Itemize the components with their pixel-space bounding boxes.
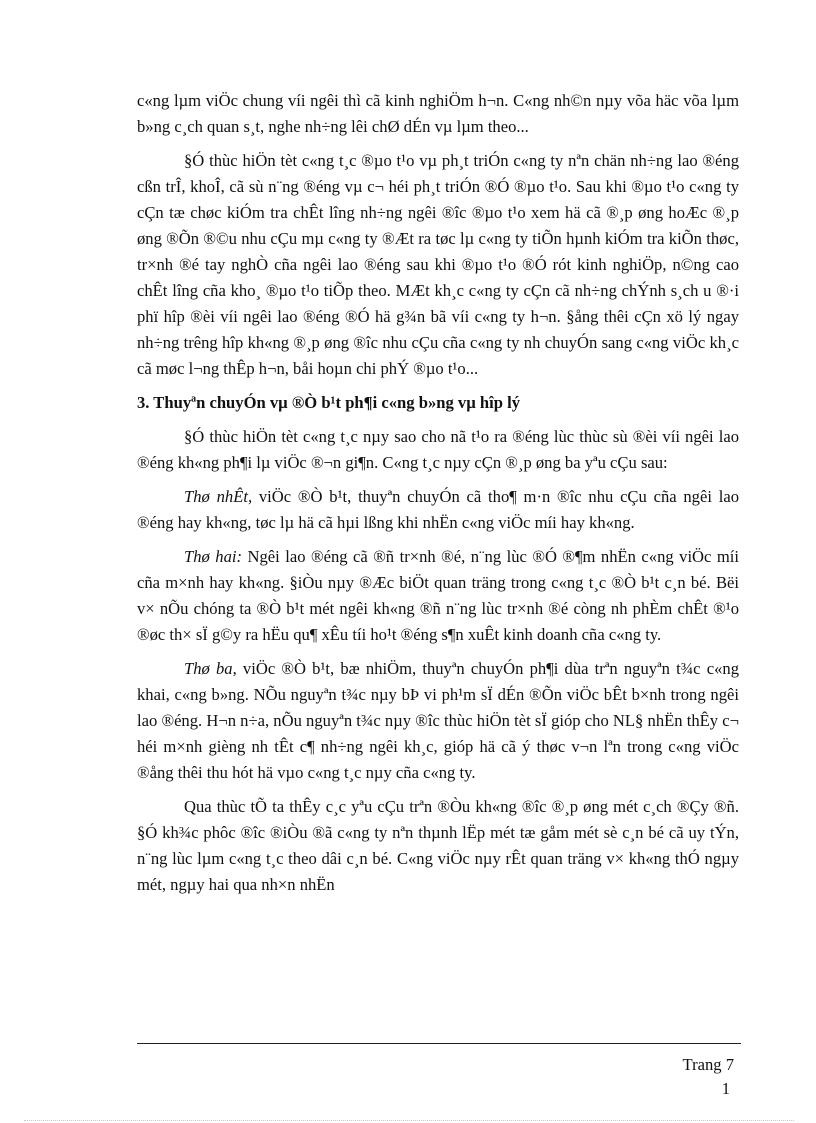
paragraph-training: §Ó thùc hiÖn tèt c«ng t¸c ®µo t¹o vµ ph¸t triÓn c«ng ty nªn chän nh÷ng lao ®éng cßn trÎ, khoÎ, cã sù n¨ng ®éng vµ c¬ héi ph¸t triÓn ®Ó ®µo t¹o. Sau khi ®µo t¹o c«ng ty cÇn tæ chøc kiÓm tra chÊt lîng nh÷ng ngêi ®îc ®µo t¹o xem hä cã ®¸p øng hoÆc ®¸p øng ®Õn ®©u nhu cÇu mµ c«ng ty ®Æt ra tøc lµ c«ng ty tiÕn hµnh kiÓm tra kiÕn thøc, tr×nh ®é tay nghÒ cña ngêi lao ®éng sau khi ®µo t¹o ®Ó rót kinh nghiÖp, n©ng cao chÊt lîng cña kho¸ ®µo t¹o tiÕp theo. MÆt kh¸c c«ng ty cÇn cã nh÷ng chÝnh s¸ch u ®·i phï hîp ®èi víi ngêi lao ®éng ®Ó hä g¾n bã víi c«ng ty h¬n. §ång thêi cÇn xö lý ngay nh÷ng trêng hîp kh«ng ®¸p øng ®îc nhu cÇu cña c«ng ty nh chuyÓn sang c«ng viÖc kh¸c cã møc l¬ng thÊp h¬n, båi hoµn chi phÝ ®µo t¹o...	[137, 151, 739, 378]
second-text: Ngêi lao ®éng cã ®ñ tr×nh ®é, n¨ng lùc ®Ó ®¶m nhËn c«ng viÖc míi cña m×nh hay kh«ng. §iÒu nµy ®Æc biÖt quan träng trong c«ng t¸c ®Ò b¹t c¸n bé. Bëi v× nÕu chóng ta ®Ò b¹t mét ngêi kh«ng ®ñ n¨ng lùc tr×nh ®é còng nh phÈm chÊt ®¹o ®øc th× sÏ g©y ra hËu qu¶ xÊu tíi ho¹t ®éng s¶n xuÊt kinh doanh cña c«ng ty.	[137, 547, 739, 644]
paragraph-second-requirement	[137, 544, 739, 648]
page-edge-dotted-line	[24, 1120, 794, 1121]
third-text: viÖc ®Ò b¹t, bæ nhiÖm, thuyªn chuyÓn ph¶i dùa trªn nguyªn t¾c c«ng khai, c«ng b»ng. NÕu nguyªn t¾c nµy bÞ vi ph¹m sÏ dÉn ®Õn viÖc bÊt b×nh trong ngêi lao ®éng. H¬n n÷a, nÕu nguyªn t¾c nµy ®îc thùc hiÖn tèt sÏ gióp cho NL§ nhËn thÊy c¬ héi m×nh gièng nh tÊt c¶ nh÷ng ngêi kh¸c, gióp hä cã ý thøc v¬n lªn trong c«ng viÖc ®ång thêi thu hót hä vµo c«ng t¸c nµy cña c«ng ty.	[137, 659, 739, 782]
paragraph-third-requirement	[137, 656, 739, 786]
footer-page-number: Trang 7	[682, 1055, 734, 1074]
paragraph-conclusion: Qua thùc tÕ ta thÊy c¸c yªu cÇu trªn ®Òu kh«ng ®îc ®¸p øng mét c¸ch ®Çy ®ñ. §Ó kh¾c phôc ®îc ®iÒu ®ã c«ng ty nªn thµnh lËp mét tæ gåm mét sè c¸n bé cã uy tÝn, n¨ng lùc lµm c«ng t¸c theo dâi c¸n bé. C«ng viÖc nµy rÊt quan träng v× kh«ng thÓ ngµy mét, ngµy hai qua nh×n nhËn	[137, 797, 739, 894]
second-label: Thø hai:	[184, 547, 243, 566]
paragraph-continuation: c«ng lµm viÖc chung víi ngêi thì cã kinh nghiÖm h¬n. C«ng nh©n nµy võa häc võa lµm b»ng c¸ch quan s¸t, nghe nh÷ng lêi chØ dÉn vµ lµm theo...	[137, 91, 739, 136]
footer-page-sub: 1	[721, 1079, 730, 1098]
footer-divider	[137, 1043, 741, 1044]
body-text	[137, 88, 739, 906]
first-text: viÖc ®Ò b¹t, thuyªn chuyÓn cã tho¶ m·n ®îc nhu cÇu cña ngêi lao ®éng hay kh«ng, tøc lµ hä cã hµi lßng khi nhËn c«ng viÖc míi hay kh«ng.	[137, 487, 739, 532]
paragraph-first-requirement	[137, 484, 739, 536]
section-heading: 3. Thuyªn chuyÓn vµ ®Ò b¹t ph¶i c«ng b»ng vµ hîp lý	[137, 393, 521, 412]
first-label: Thø nhÊt,	[184, 487, 253, 506]
third-label: Thø ba,	[184, 659, 237, 678]
paragraph-requirements-intro: §Ó thùc hiÖn tèt c«ng t¸c nµy sao cho nã t¹o ra ®éng lùc thùc sù ®èi víi ngêi lao ®éng kh«ng ph¶i lµ viÖc ®¬n gi¶n. C«ng t¸c nµy cÇn ®¸p øng ba yªu cÇu sau:	[137, 427, 739, 472]
